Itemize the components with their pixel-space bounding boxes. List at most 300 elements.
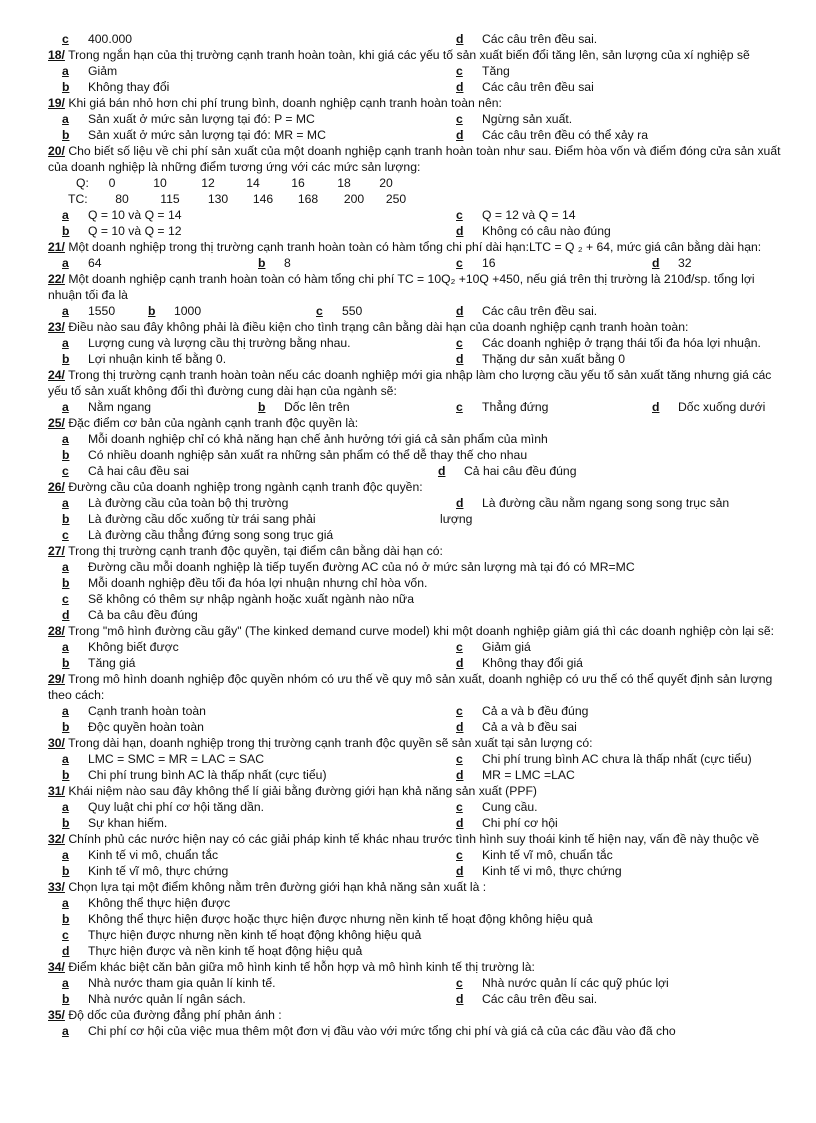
option-text: 16 [482,256,496,270]
question-text: Cho biết số liệu về chi phí sản xuất của một doanh nghiệp cạnh tranh hoàn toàn như sau. Điểm hòa vốn và điểm đóng cửa sản xuất của doanh nghiệp là những điểm tương ứng với các mức sản lượng: [48,144,781,174]
question-text: Đường cầu của doanh nghiệp trong ngành cạnh tranh độc quyền: [68,480,423,494]
question-stem [48,319,788,335]
question-text: Một doanh nghiệp trong thị trường cạnh tranh hoàn toàn có hàm tổng chi phí dài hạn:LTC = Q ₂ + 64, mức giá cân bằng dài hạn: [68,240,762,254]
answer-option [456,255,496,271]
option-letter: b [148,304,156,318]
question-stem [48,735,788,751]
option-letter: a [62,400,69,414]
option-text: 8 [284,256,291,270]
answer-row [48,559,788,575]
answer-option [62,719,204,735]
answer-row [48,111,788,127]
option-text: Không thay đổi giá [482,656,583,670]
answer-option [456,351,625,367]
option-text: Các câu trên đều sai [482,80,594,94]
answer-option [62,767,327,783]
option-letter: d [456,816,464,830]
answer-option [62,815,167,831]
question-stem [48,479,788,495]
question-stem [48,1007,788,1023]
answer-option [62,63,117,79]
question-number: 27/ [48,544,65,558]
answer-option [456,639,531,655]
table-cell: 130 [207,192,229,206]
answer-option [62,223,182,239]
option-letter: c [456,112,463,126]
option-letter: a [62,896,69,910]
answer-option [456,31,597,47]
answer-option [456,223,611,239]
question-stem [48,671,788,703]
question-text: Trong thị trường cạnh tranh độc quyền, tại điểm cân bằng dài hạn có: [68,544,443,558]
option-letter: b [62,576,70,590]
option-letter: b [62,864,70,878]
option-letter: b [258,400,266,414]
option-text: Thực hiện được nhưng nền kinh tế hoạt động không hiệu quả [88,928,422,942]
answer-option [62,431,548,447]
option-text: Là đường cầu thẳng đứng song song trục giá [88,528,334,542]
question-block [48,783,788,831]
answer-row [48,863,788,879]
option-letter: c [456,848,463,862]
answer-option [62,639,179,655]
answer-option [62,863,228,879]
option-text: Các câu trên đều sai. [482,304,598,318]
option-letter: c [62,464,69,478]
option-text: Nhà nước quản lí ngân sách. [88,992,246,1006]
option-text: Nhà nước quản lí các quỹ phúc lợi [482,976,669,990]
option-text: Giảm giá [482,640,531,654]
answer-option [62,255,102,271]
answer-row [48,911,788,927]
question-stem [48,783,788,799]
table-cell: 12 [201,176,215,190]
option-letter: d [652,400,660,414]
option-letter: d [456,32,464,46]
answer-option [62,703,206,719]
option-text: Là đường cầu nằm ngang song song trục sản [482,496,730,510]
question-text: Điều nào sau đây không phải là điều kiện cho tình trạng cân bằng dài hạn của doanh nghiệp cạnh tranh hoàn toàn: [68,320,689,334]
question-block [48,239,788,271]
answer-row [48,591,788,607]
option-text: Không thể thực hiện được [88,896,231,910]
answer-option [456,655,583,671]
option-text: Các câu trên đều có thể xảy ra [482,128,648,142]
answer-option [62,127,326,143]
option-text: Cả a và b đều đúng [482,704,589,718]
option-text: Các câu trên đều sai. [482,992,598,1006]
option-text: 550 [342,304,363,318]
question-stem [48,271,788,303]
question-number: 30/ [48,736,65,750]
question-number: 19/ [48,96,65,110]
answer-option [62,111,315,127]
answer-row [48,447,788,463]
answer-option [62,975,276,991]
question-number: 35/ [48,1008,65,1022]
question-number: 28/ [48,624,65,638]
answer-option [62,911,593,927]
question-stem [48,831,788,847]
answer-option [62,335,351,351]
option-text: Tăng giá [88,656,136,670]
option-letter: c [456,704,463,718]
option-letter: a [62,64,69,78]
answer-row [48,63,788,79]
question-block [48,879,788,959]
answer-option [62,79,169,95]
option-letter: b [62,912,70,926]
answer-row [48,943,788,959]
answer-row [48,335,788,351]
answer-row [48,399,788,415]
option-text: Kinh tế vi mô, chuẩn tắc [88,848,219,862]
answer-option [62,559,635,575]
option-text: Là đường cầu dốc xuống từ trái sang phải [88,512,316,526]
option-letter: d [456,304,464,318]
option-text: 1550 [88,304,116,318]
question-block [48,959,788,1007]
answer-row [48,303,788,319]
option-text: Thặng dư sản xuất bằng 0 [482,352,626,366]
answer-option [62,655,135,671]
answer-option [62,1023,676,1039]
question-block [48,1007,788,1039]
question-stem [48,47,788,63]
option-letter: d [62,608,70,622]
question-number: 29/ [48,672,65,686]
answer-option [62,527,333,543]
question-text: Trong dài hạn, doanh nghiệp trong thị trường cạnh tranh độc quyền sẽ sản xuất tại sản lượng có: [68,736,593,750]
table-cell: 146 [252,192,274,206]
question-text: Chọn lựa tại một điểm không nằm trên đường giới hạn khả năng sản xuất là : [68,880,487,894]
answer-option [62,799,264,815]
exam-page [48,31,788,1039]
question-block [48,367,788,415]
question-stem [48,543,788,559]
option-letter: c [456,400,463,414]
option-letter: d [456,768,464,782]
option-letter: b [62,352,70,366]
answer-option [62,463,189,479]
question-stem [48,95,788,111]
question-stem [48,143,788,175]
answer-option [456,335,761,351]
option-text: Kinh tế vi mô, thực chứng [482,864,622,878]
answer-option [456,991,597,1007]
option-text: Giảm [88,64,118,78]
answer-option [652,255,692,271]
option-text: Lượng cung và lượng cầu thị trường bằng nhau. [88,336,351,350]
answer-row [48,511,788,527]
option-letter: b [62,448,70,462]
option-text: Đường cầu mỗi doanh nghiệp là tiếp tuyến đường AC của nó ở mức sản lượng mà tại đó có MR=MC [88,560,635,574]
question-number: 23/ [48,320,65,334]
option-letter: a [62,496,69,510]
question-stem [48,623,788,639]
answer-option [414,511,472,527]
option-letter: d [456,224,464,238]
option-letter: d [456,656,464,670]
option-letter: c [456,976,463,990]
option-text: Thẳng đứng [482,400,549,414]
option-letter: a [62,752,69,766]
option-text: Cả hai câu đều đúng [464,464,577,478]
answer-option [456,847,613,863]
option-text: Tăng [482,64,510,78]
answer-option [456,79,594,95]
cost-table-row-q [48,175,788,191]
answer-option [652,399,765,415]
table-cell: 20 [379,176,393,190]
option-text: Sản xuất ở mức sản lượng tại đó: P = MC [88,112,315,126]
answer-row [48,975,788,991]
answer-option [62,303,115,319]
table-cell: 16 [291,176,305,190]
table-cell: 0 [108,176,116,190]
option-letter: a [62,208,69,222]
answer-option [456,767,575,783]
option-letter: b [62,656,70,670]
answer-option [456,111,572,127]
option-letter: c [316,304,323,318]
option-text: Các câu trên đều sai. [482,32,598,46]
option-letter: b [62,128,70,142]
answer-option [62,751,264,767]
answer-option [456,799,538,815]
option-text: Kinh tế vĩ mô, thực chứng [88,864,229,878]
question-block [48,831,788,879]
option-text: Q = 10 và Q = 14 [88,208,182,222]
option-letter: b [62,80,70,94]
answer-row [48,31,788,47]
option-letter: d [456,864,464,878]
table-cell: 250 [385,192,407,206]
answer-row [48,79,788,95]
answer-row [48,255,788,271]
table-cell: 10 [153,176,167,190]
answer-row [48,655,788,671]
answer-row [48,495,788,511]
option-letter: a [62,704,69,718]
answer-row [48,895,788,911]
answer-option [62,31,132,47]
option-letter: a [62,336,69,350]
option-letter: a [62,1024,69,1038]
answer-row [48,351,788,367]
option-letter: d [62,944,70,958]
option-text: MR = LMC =LAC [482,768,575,782]
answer-row [48,767,788,783]
question-number: 18/ [48,48,65,62]
option-letter: d [456,992,464,1006]
option-text: 1000 [174,304,202,318]
option-text: Chi phí cơ hội [482,816,558,830]
question-block [48,671,788,735]
answer-row [48,815,788,831]
answer-option [456,815,558,831]
option-text: Dốc xuống dưới [678,400,766,414]
option-letter: c [456,64,463,78]
answer-option [258,399,350,415]
option-letter: c [456,256,463,270]
option-text: Không có câu nào đúng [482,224,611,238]
option-letter: d [438,464,446,478]
option-letter: a [62,432,69,446]
question-block [48,543,788,623]
option-text: Q = 10 và Q = 12 [88,224,182,238]
answer-option [62,895,230,911]
answer-row [48,703,788,719]
question-number: 32/ [48,832,65,846]
option-letter: c [62,528,69,542]
option-text: Không biết được [88,640,179,654]
answer-option [62,511,316,527]
option-text: 64 [88,256,102,270]
option-letter: c [456,336,463,350]
table-cell: 200 [343,192,365,206]
answer-row [48,607,788,623]
question-number: 31/ [48,784,65,798]
option-letter: b [62,720,70,734]
answer-row [48,847,788,863]
question-number: 34/ [48,960,65,974]
option-text: Nhà nước tham gia quản lí kinh tế. [88,976,276,990]
option-text: Cung cầu. [482,800,538,814]
answer-option [456,703,588,719]
answer-row [48,991,788,1007]
option-letter: c [62,928,69,942]
answer-row [48,639,788,655]
option-text: Cả hai câu đều sai [88,464,189,478]
option-text: Độc quyền hoàn toàn [88,720,204,734]
option-letter: b [62,992,70,1006]
option-text: Cả a và b đều sai [482,720,577,734]
option-text: Là đường cầu của toàn bộ thị trường [88,496,289,510]
option-text: Không thể thực hiện được hoặc thực hiện được nhưng nền kinh tế hoạt động không hiệu quả [88,912,593,926]
option-text: LMC = SMC = MR = LAC = SAC [88,752,265,766]
option-letter: d [456,720,464,734]
option-letter: a [62,256,69,270]
question-number: 25/ [48,416,65,430]
table-cell: 18 [337,176,351,190]
answer-option [456,751,752,767]
answer-option [456,975,669,991]
option-text: 32 [678,256,692,270]
answer-option [62,943,362,959]
question-block [48,479,788,543]
option-letter: a [62,976,69,990]
option-text: 400.000 [88,32,133,46]
answer-option [62,991,246,1007]
question-block [48,623,788,671]
answer-row [48,463,788,479]
option-letter: b [62,512,70,526]
option-letter: c [456,640,463,654]
option-letter: d [652,256,660,270]
question-stem [48,879,788,895]
option-text: Thực hiện được và nền kinh tế hoạt động hiệu quả [88,944,363,958]
question-text: Một doanh nghiệp cạnh tranh hoàn toàn có hàm tổng chi phí TC = 10Q₂ +10Q +450, nếu giá trên thị trường là 210đ/sp. tổng lợi nhuận tối đa là [48,272,755,302]
question-text: Trong thị trường cạnh tranh hoàn toàn nếu các doanh nghiệp mới gia nhập làm cho lượng cầu yếu tố sản xuất tăng nhưng giá các yếu tố sản xuất không đổi thì đường cung dài hạn của ngành sẽ: [48,368,772,398]
question-number: 21/ [48,240,65,254]
option-letter: b [258,256,266,270]
option-letter: c [456,800,463,814]
answer-option [456,127,648,143]
option-text: Chi phí trung bình AC chưa là thấp nhất (cực tiểu) [482,752,752,766]
question-number: 22/ [48,272,65,286]
question-block [48,319,788,367]
option-text: Mỗi doanh nghiệp đều tối đa hóa lợi nhuận nhưng chỉ hòa vốn. [88,576,428,590]
answer-option [62,591,414,607]
answer-option [316,303,362,319]
answer-option [62,495,288,511]
option-text: Kinh tế vĩ mô, chuẩn tắc [482,848,613,862]
table-label: TC: [68,192,88,206]
answer-row [48,927,788,943]
answer-row [48,127,788,143]
table-label: Q: [76,176,89,190]
option-text: Sẽ không có thêm sự nhập ngành hoặc xuất ngành nào nữa [88,592,414,606]
answer-row [48,751,788,767]
answer-row [48,575,788,591]
option-letter: d [456,80,464,94]
option-letter: c [62,32,69,46]
question-block [48,47,788,95]
option-letter: a [62,800,69,814]
option-letter: c [456,752,463,766]
question-stem [48,239,788,255]
option-text: Ngừng sản xuất. [482,112,573,126]
option-text: Nằm ngang [88,400,152,414]
answer-option [438,463,577,479]
option-text: Sản xuất ở mức sản lượng tại đó: MR = MC [88,128,326,142]
option-letter: c [62,592,69,606]
answer-option [62,927,421,943]
option-letter: a [62,848,69,862]
option-text: Chi phí cơ hội của việc mua thêm một đơn vị đầu vào với mức tổng chi phí và giá cả của các đầu vào đã cho [88,1024,676,1038]
option-text: Chi phí trung bình AC là thấp nhất (cực tiểu) [88,768,327,782]
table-cell: 14 [246,176,260,190]
option-text: Cạnh tranh hoàn toàn [88,704,206,718]
question-stem [48,415,788,431]
question-text: Khi giá bán nhỏ hơn chi phí trung bình, doanh nghiệp cạnh tranh hoàn toàn nên: [68,96,502,110]
question-text: Trong "mô hình đường cầu gãy" (The kinked demand curve model) khi một doanh nghiệp giảm giá thì các doanh nghiệp còn lại sẽ: [68,624,775,638]
option-text: Các doanh nghiệp ở trạng thái tối đa hóa lợi nhuận. [482,336,761,350]
answer-row [48,223,788,239]
answer-option [456,719,577,735]
question-block [48,735,788,783]
answer-option [62,351,226,367]
answer-option [456,495,729,511]
question-text: Điểm khác biệt căn bản giữa mô hình kinh tế hỗn hợp và mô hình kinh tế thị trường là: [68,960,535,974]
answer-option [258,255,291,271]
question-number: 26/ [48,480,65,494]
answer-option [62,399,151,415]
option-letter: d [456,352,464,366]
option-text: Không thay đổi [88,80,170,94]
option-text: Lợi nhuận kinh tế bằng 0. [88,352,227,366]
table-cell: 168 [297,192,319,206]
answer-row [48,527,788,543]
answer-option [62,575,427,591]
question-stem [48,367,788,399]
option-text: Cả ba câu đều đúng [88,608,198,622]
answer-row [48,799,788,815]
answer-option [456,863,622,879]
answer-row [48,1023,788,1039]
question-block [48,143,788,239]
